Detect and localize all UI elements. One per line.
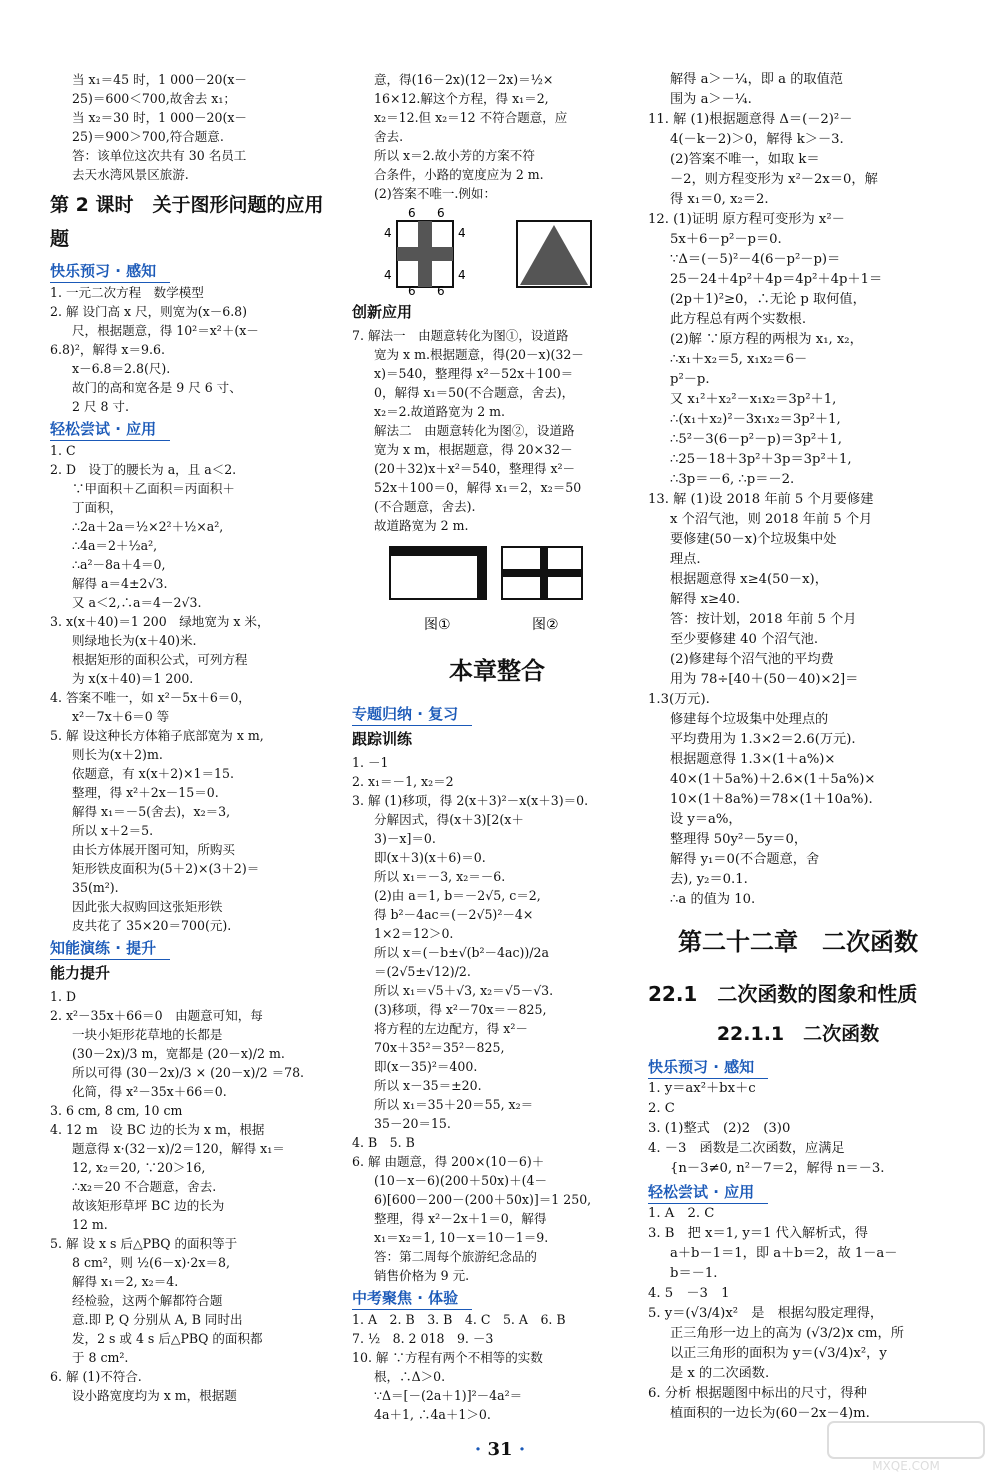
section-header-try: 轻松尝试 · 应用 bbox=[50, 418, 170, 441]
chapter-summary-title: 本章整合 bbox=[449, 657, 545, 685]
road-fig1-side bbox=[477, 547, 486, 599]
answer-block-top bbox=[352, 70, 642, 203]
cross-horizontal bbox=[397, 247, 453, 261]
answer-line: 25)＝600＜700,故舍去 x₁； bbox=[72, 91, 236, 106]
answer-line: 所以 x＝(－b±√(b²－4ac))/2a bbox=[374, 945, 549, 960]
answer-line: 4. －3 函数是二次函数，应满足 bbox=[648, 1141, 845, 1156]
answer-line: 围为 a＞－¼. bbox=[670, 92, 752, 107]
answer-line: ∴(x₁＋x₂)²－3x₁x₂＝3p²＋1, bbox=[670, 412, 841, 427]
fig-label: 6 bbox=[408, 284, 416, 295]
answer-line: 根，∴Δ＞0. bbox=[374, 1369, 446, 1384]
answer-line: 3. x(x＋40)＝1 200 绿地宽为 x 米， bbox=[50, 614, 270, 629]
answer-line: 5. 解 设这种长方体箱子底部宽为 x m, bbox=[50, 728, 264, 743]
fig-label: 4 bbox=[384, 268, 392, 282]
chapter-title: 第二十二章 二次函数 bbox=[678, 928, 918, 956]
answer-line: 1. D bbox=[50, 989, 76, 1004]
answer-line: 解得 a＝4±2√3. bbox=[72, 576, 168, 591]
answer-line: 题意得 x·(32－x)/2＝120，解得 x₁＝ bbox=[72, 1141, 285, 1156]
answer-line: 宽为 x m，根据题意，得 20×32－ bbox=[374, 442, 573, 457]
answers-practice bbox=[50, 987, 340, 1405]
answer-line: 理点. bbox=[670, 552, 701, 567]
answer-line: 1. C bbox=[50, 443, 76, 458]
answer-line: 4. B 5. B bbox=[352, 1135, 415, 1150]
answer-line: 1×2＝12＞0. bbox=[374, 926, 454, 941]
answer-line: x₂＝12.但 x₂＝12 不符合题意，应 bbox=[374, 110, 568, 125]
answer-line: (2)由 a＝1, b＝－2√5, c＝2, bbox=[374, 888, 541, 903]
answer-line: 2. C bbox=[648, 1101, 675, 1116]
answer-line: 整理，得 x²＋2x－15＝0. bbox=[72, 785, 219, 800]
answer-line: 当 x₂＝30 时，1 000－20(x－ bbox=[72, 110, 247, 125]
answer-line: 故道路宽为 2 m. bbox=[374, 518, 469, 533]
answer-line: 所以 x＋2＝5. bbox=[72, 823, 154, 838]
answer-line: 宽为 x m.根据题意，得(20－x)(32－ bbox=[374, 347, 584, 362]
road-fig1-top bbox=[390, 547, 486, 556]
answer-line: 即(x＋3)(x＋6)＝0. bbox=[374, 850, 486, 865]
answer-line: 16×12.解这个方程，得 x₁＝2, bbox=[374, 91, 549, 106]
answer-line: 至少要修建 40 个沼气池. bbox=[670, 632, 819, 647]
dot-left: · bbox=[474, 1439, 482, 1460]
answer-line: ∵甲面积＋乙面积＝丙面积＋ bbox=[72, 481, 235, 496]
answer-line: 8 cm²，则 ½(6－x)·2x＝8, bbox=[72, 1255, 230, 1270]
answer-line: (2p＋1)²≥0，∴无论 p 取何值， bbox=[670, 292, 866, 307]
answer-line: 舍去. bbox=[374, 129, 404, 144]
answer-line: 依题意，有 x(x＋2)×1＝15. bbox=[72, 766, 234, 781]
answer-line: 因此张大叔购回这张矩形铁 bbox=[72, 899, 223, 914]
answer-line: 用为 78÷[40＋(50－40)×2]＝ bbox=[670, 672, 859, 687]
answer-line: 要修建(50－x)个垃圾集中处 bbox=[670, 532, 837, 547]
answer-line: a＋b－1＝1，即 a＋b＝2，故 1－a－ bbox=[670, 1246, 898, 1261]
answer-line: 答：按计划，2018 年前 5 个月 bbox=[670, 612, 857, 627]
fig-label: 6 bbox=[408, 207, 416, 220]
answer-line: 12 m. bbox=[72, 1217, 108, 1232]
answer-line: 6. 分析 根据题图中标出的尺寸，得种 bbox=[648, 1386, 867, 1401]
answer-line: ∵Δ＝(－5)²－4(6－p²－p)＝ bbox=[670, 252, 841, 267]
answers-innovation bbox=[352, 326, 642, 535]
answer-line: 4(－k－2)＞0，解得 k＞－3. bbox=[670, 132, 844, 147]
answer-line: 故该矩形草坪 BC 边的长为 bbox=[72, 1198, 225, 1213]
answer-line: 3. 解 (1)移项，得 2(x＋3)²－x(x＋3)＝0. bbox=[352, 793, 589, 808]
figure-roads-svg bbox=[352, 539, 642, 639]
fig-caption-2: 图② bbox=[532, 617, 559, 633]
answer-line: 则长为(x＋2)m. bbox=[72, 747, 163, 762]
answer-line: 发，2 s 或 4 s 后△PBQ 的面积都 bbox=[72, 1331, 263, 1346]
answer-line: 7. 解法一 由题意转化为图①，设道路 bbox=[352, 328, 569, 343]
answer-line: 矩形铁皮面积为(5＋2)×(3＋2)＝ bbox=[72, 861, 260, 876]
section-title: 22.1 二次函数的图象和性质 bbox=[648, 982, 918, 1006]
section-header-preview: 快乐预习 · 感知 bbox=[648, 1056, 768, 1079]
answers-review bbox=[352, 753, 642, 1285]
answer-line: 52x＋100＝0，解得 x₁＝2，x₂＝50 bbox=[374, 480, 582, 495]
answer-line: 2. x₁＝－1, x₂＝2 bbox=[352, 774, 454, 789]
answer-line: 70x＋35²＝35²－825, bbox=[374, 1040, 505, 1055]
answer-line: ∴x₂＝20 不合题意，舍去. bbox=[72, 1179, 217, 1194]
answer-line: 根据矩形的面积公式，可列方程 bbox=[72, 652, 248, 667]
answer-line: 1. A 2. C bbox=[648, 1206, 715, 1221]
answer-line: 1. －1 bbox=[352, 755, 389, 770]
answer-line: ∴25－18＋3p²＋3p＝3p²＋1, bbox=[670, 452, 852, 467]
answer-line: 3. B 把 x＝1, y＝1 代入解析式，得 bbox=[648, 1226, 868, 1241]
answer-line: 化简，得 x²－35x＋66＝0. bbox=[72, 1084, 227, 1099]
section-header-exam: 中考聚焦 · 体验 bbox=[352, 1287, 472, 1310]
answer-line: 合条件，小路的宽度应为 2 m. bbox=[374, 167, 544, 182]
answer-line: 分解因式，得(x＋3)[2(x＋ bbox=[374, 812, 524, 827]
answer-line: 当 x₁＝45 时，1 000－20(x－ bbox=[72, 72, 247, 87]
answer-line: ∵Δ＝[－(2a＋1)]²－4a²＝ bbox=[374, 1388, 523, 1403]
answer-line: 25－24＋4p²＋4p＝4p²＋4p＋1＝ bbox=[670, 272, 883, 287]
answer-line: 13. 解 (1)设 2018 年前 5 个月要修建 bbox=[648, 492, 874, 507]
road-fig2-vertical bbox=[540, 547, 548, 599]
answer-line: x₂＝2.故道路宽为 2 m. bbox=[374, 404, 506, 419]
answer-line: 去), y₂＝0.1. bbox=[670, 872, 748, 887]
answer-line: 1. A 2. B 3. B 4. C 5. A 6. B bbox=[352, 1312, 566, 1327]
answer-line: 由长方体展开图可知，所购买 bbox=[72, 842, 235, 857]
section-header-preview: 快乐预习 · 感知 bbox=[50, 260, 170, 283]
answer-line: (2)修建每个沼气池的平均费 bbox=[670, 652, 834, 667]
answer-line: 2 尺 8 寸. bbox=[72, 399, 129, 414]
answer-line: 0，解得 x₁＝50(不合题意，舍去)， bbox=[374, 385, 575, 400]
section-header-practice: 知能演练 · 提升 bbox=[50, 937, 170, 960]
answer-line: 根据题意得 x≥4(50－x)， bbox=[670, 572, 828, 587]
answer-line: 去天水湾风景区旅游. bbox=[72, 167, 189, 182]
answer-line: 是 x 的二次函数. bbox=[670, 1366, 770, 1381]
answer-line: 4. 答案不唯一，如 x²－5x＋6＝0， bbox=[50, 690, 251, 705]
answer-line: 1. y＝ax²＋bx＋c bbox=[648, 1081, 756, 1096]
figure-svg bbox=[352, 207, 642, 295]
answer-line: 3)－x]＝0. bbox=[374, 831, 436, 846]
figure-roads bbox=[352, 539, 642, 639]
answer-line: 以正三角形的面积为 y＝(√3/4)x²，y bbox=[670, 1346, 887, 1361]
answer-line: 设小路宽度均为 x m，根据题 bbox=[72, 1388, 237, 1403]
answer-line: 4a＋1, ∴4a＋1＞0. bbox=[374, 1407, 491, 1422]
answer-line: 1.3(万元). bbox=[648, 692, 710, 707]
answer-line: ＝(2√5±√12)/2. bbox=[374, 964, 471, 979]
answer-line: 5x＋6－p²－p＝0. bbox=[670, 232, 782, 247]
answer-line: 答：第二周每个旅游纪念品的 bbox=[374, 1249, 537, 1264]
answer-line: 6.8)²，解得 x＝9.6. bbox=[50, 342, 165, 357]
answer-line: x－6.8＝2.8(尺). bbox=[72, 361, 171, 376]
fig-label: 4 bbox=[458, 226, 466, 240]
answer-line: 得 x₁＝0, x₂＝2. bbox=[670, 192, 769, 207]
fig-label: 4 bbox=[458, 268, 466, 282]
answer-line: －2，则方程变形为 x²－2x＝0，解 bbox=[670, 172, 878, 187]
answer-line: 皮共花了 35×20＝700(元). bbox=[72, 918, 232, 933]
figure-path-examples bbox=[352, 207, 642, 295]
answer-line: 所以 x₁＝－3, x₂＝－6. bbox=[374, 869, 506, 884]
answers-exam bbox=[352, 1310, 642, 1424]
answer-line: 2. x²－35x＋66＝0 由题意可知，每 bbox=[50, 1008, 263, 1023]
answer-line: 丁面积， bbox=[72, 500, 123, 515]
answer-line: 2. D 设丁的腰长为 a，且 a＜2. bbox=[50, 462, 237, 477]
answer-line: 解得 x≥40. bbox=[670, 592, 741, 607]
subsection-title: 22.1.1 二次函数 bbox=[716, 1023, 880, 1045]
answer-line: 7. ½ 8. 2 018 9. －3 bbox=[352, 1331, 494, 1346]
answer-line: 3. 6 cm, 8 cm, 10 cm bbox=[50, 1103, 183, 1118]
answer-line: 整理，得 x²－2x＋1＝0，解得 bbox=[374, 1211, 547, 1226]
answer-line: 平均费用为 1.3×2＝2.6(万元). bbox=[670, 732, 856, 747]
answer-line: (2)解 ∵原方程的两根为 x₁, x₂， bbox=[670, 332, 863, 347]
answer-line: 得 b²－4ac＝(－2√5)²－4× bbox=[374, 907, 534, 922]
answer-line: 根据题意得 1.3×(1＋a%)× bbox=[670, 752, 836, 767]
answer-line: ∴3p＝－6, ∴p＝－2. bbox=[670, 472, 795, 487]
answer-line: ∴4a＝2＋½a², bbox=[72, 538, 158, 553]
answer-line: (3)移项，得 x²－70x＝－825, bbox=[374, 1002, 547, 1017]
answer-line: 5. 解 设 x s 后△PBQ 的面积等于 bbox=[50, 1236, 238, 1251]
column-middle bbox=[352, 70, 642, 1424]
answer-line: p²－p. bbox=[670, 372, 710, 387]
answer-line: 将方程的左边配方，得 x²－ bbox=[374, 1021, 528, 1036]
answer-line: 10×(1＋8a%)＝78×(1＋10a%). bbox=[670, 792, 873, 807]
answer-line: (20＋32)x＋x²＝540，整理得 x²－ bbox=[374, 461, 576, 476]
answer-line: 5. y＝(√3/4)x² 是 根据勾股定理得， bbox=[648, 1306, 884, 1321]
answer-line: x 个沼气池，则 2018 年前 5 个月 bbox=[670, 512, 873, 527]
answer-line: 尺，根据题意，得 10²＝x²＋(x－ bbox=[72, 323, 259, 338]
fig-label: 4 bbox=[384, 226, 392, 240]
answer-block-top bbox=[648, 70, 948, 910]
watermark-logo bbox=[826, 1420, 986, 1476]
answer-line: x²－7x＋6＝0 等 bbox=[72, 709, 170, 724]
answer-line: 35(m²). bbox=[72, 880, 119, 895]
answer-line: 4. 5 －3 1 bbox=[648, 1286, 730, 1301]
answer-line: (30－2x)/3 m，宽都是 (20－x)/2 m. bbox=[72, 1046, 285, 1061]
answer-line: 经检验，这两个解都符合题 bbox=[72, 1293, 223, 1308]
answers-try bbox=[50, 441, 340, 935]
answer-line: 10. 解 ∵方程有两个不相等的实数 bbox=[352, 1350, 543, 1365]
answer-line: 销售价格为 9 元. bbox=[374, 1268, 470, 1283]
sub-header-innovation: 创新应用 bbox=[352, 303, 413, 321]
answer-line: 设 y＝a%， bbox=[670, 812, 742, 827]
answer-line: 4. 12 m 设 BC 边的长为 x m，根据 bbox=[50, 1122, 265, 1137]
answer-line: 25)＝900＞700,符合题意. bbox=[72, 129, 224, 144]
svg-text:MXQE.COM: MXQE.COM bbox=[872, 1459, 940, 1473]
answers-try bbox=[648, 1204, 948, 1424]
answer-line: ∴2a＋2a＝½×2²＋½×a², bbox=[72, 519, 224, 534]
answer-line: 又 x₁²＋x₂²－x₁x₂＝3p²＋1, bbox=[670, 392, 837, 407]
answer-line: 解得 x₁＝2, x₂＝4. bbox=[72, 1274, 179, 1289]
page-number-text: 31 bbox=[487, 1439, 513, 1460]
section-header-review: 专题归纳 · 复习 bbox=[352, 703, 472, 726]
answer-line: 为 x(x＋40)＝1 200. bbox=[72, 671, 194, 686]
answer-line: 3. (1)整式 (2)2 (3)0 bbox=[648, 1121, 791, 1136]
answer-line: 整理得 50y²－5y＝0， bbox=[670, 832, 808, 847]
answer-line: 2. 解 设门高 x 尺，则宽为(x－6.8) bbox=[50, 304, 248, 319]
answer-line: ∴x₁＋x₂＝5, x₁x₂＝6－ bbox=[670, 352, 808, 367]
answer-line: 所以 x－35＝±20. bbox=[374, 1078, 482, 1093]
answer-line: 所以 x₁＝35＋20＝55, x₂＝ bbox=[374, 1097, 534, 1112]
column-right bbox=[648, 70, 948, 1424]
answer-line: 所以 x₁＝√5＋√3, x₂＝√5－√3. bbox=[374, 983, 554, 998]
answer-line: 植面积的一边长为(60－2x－4)m. bbox=[670, 1406, 870, 1421]
answer-line: ∴a 的值为 10. bbox=[670, 892, 756, 907]
answer-line: ∴a²－8a＋4＝0, bbox=[72, 557, 166, 572]
answer-line: 解法二 由题意转化为图②，设道路 bbox=[374, 423, 575, 438]
answer-line: 此方程总有两个实数根. bbox=[670, 312, 807, 327]
answer-line: 解得 y₁＝0(不合题意，舍 bbox=[670, 852, 820, 867]
answer-line: 6)[600－200－(200＋50x)]＝1 250, bbox=[374, 1192, 592, 1207]
answer-line: 40×(1＋5a%)＋2.6×(1＋5a%)× bbox=[670, 772, 876, 787]
answer-line: 答：该单位这次共有 30 名员工 bbox=[72, 148, 247, 163]
dot-right: · bbox=[518, 1439, 526, 1460]
triangle-shape bbox=[520, 225, 588, 285]
fig-label: 6 bbox=[437, 284, 445, 295]
answer-line: 解得 a＞－¼，即 a 的取值范 bbox=[670, 72, 843, 87]
answers-preview bbox=[648, 1079, 948, 1179]
answer-line: 则绿地长为(x＋40)米. bbox=[72, 633, 197, 648]
lesson-title: 第 2 课时 关于图形问题的应用题 bbox=[50, 194, 324, 250]
answer-line: (2)答案不唯一，如取 k＝ bbox=[670, 152, 820, 167]
answer-line: 11. 解 (1)根据题意得 Δ＝(－2)²－ bbox=[648, 112, 853, 127]
answer-line: (2)答案不唯一.例如： bbox=[374, 186, 496, 201]
answer-line: 一块小矩形花草地的长都是 bbox=[72, 1027, 223, 1042]
fig-caption-1: 图① bbox=[424, 617, 451, 633]
answer-line: 又 a＜2,∴a＝4－2√3. bbox=[72, 595, 202, 610]
answer-line: (不合题意，舍去). bbox=[374, 499, 476, 514]
answer-line: {n－3≠0, n²－7＝2，解得 n＝－3. bbox=[670, 1161, 885, 1176]
answer-line: 修建每个垃圾集中处理点的 bbox=[670, 712, 829, 727]
answer-line: 6. 解 (1)不符合. bbox=[50, 1369, 142, 1384]
section-header-try: 轻松尝试 · 应用 bbox=[648, 1181, 768, 1204]
sub-header-tracking: 跟踪训练 bbox=[352, 730, 413, 748]
answer-line: 解得 x₁＝－5(舍去)，x₂＝3, bbox=[72, 804, 231, 819]
answer-line: x₁＝x₂＝1, 10－x＝10－1＝9. bbox=[374, 1230, 549, 1245]
answer-block-top bbox=[50, 70, 340, 184]
answer-line: 意，得(16－2x)(12－2x)＝½× bbox=[374, 72, 554, 87]
answer-line: 所以可得 (30－2x)/3 × (20－x)/2 ＝78. bbox=[72, 1065, 305, 1080]
answer-line: b＝－1. bbox=[670, 1266, 718, 1281]
answer-line: 于 8 cm². bbox=[72, 1350, 129, 1365]
answer-line: ∴5²－3(6－p²－p)＝3p²＋1, bbox=[670, 432, 842, 447]
answer-line: 6. 解 由题意，得 200×(10－6)＋ bbox=[352, 1154, 545, 1169]
answer-line: 35－20＝15. bbox=[374, 1116, 451, 1131]
answer-line: 12. (1)证明 原方程可变形为 x²－ bbox=[648, 212, 845, 227]
fig-label: 6 bbox=[437, 207, 445, 220]
answer-line: 正三角形一边上的高为 (√3/2)x cm，所 bbox=[670, 1326, 904, 1341]
answer-line: 所以 x＝2.故小芳的方案不符 bbox=[374, 148, 535, 163]
answer-line: 故门的高和宽各是 9 尺 6 寸、 bbox=[72, 380, 242, 395]
answer-line: 意.即 P, Q 分别从 A, B 同时出 bbox=[72, 1312, 243, 1327]
answer-line: x)＝540，整理得 x²－52x＋100＝ bbox=[374, 366, 574, 381]
answer-line: (10－x－6)(200＋50x)＋(4－ bbox=[374, 1173, 547, 1188]
answer-line: 即(x－35)²＝400. bbox=[374, 1059, 478, 1074]
answer-line: 12, x₂＝20, ∵20＞16, bbox=[72, 1160, 206, 1175]
answer-line: 1. 一元二次方程 数学模型 bbox=[50, 285, 204, 300]
answers-preview bbox=[50, 283, 340, 416]
column-left bbox=[50, 70, 340, 1405]
sub-header-ability: 能力提升 bbox=[50, 964, 111, 982]
